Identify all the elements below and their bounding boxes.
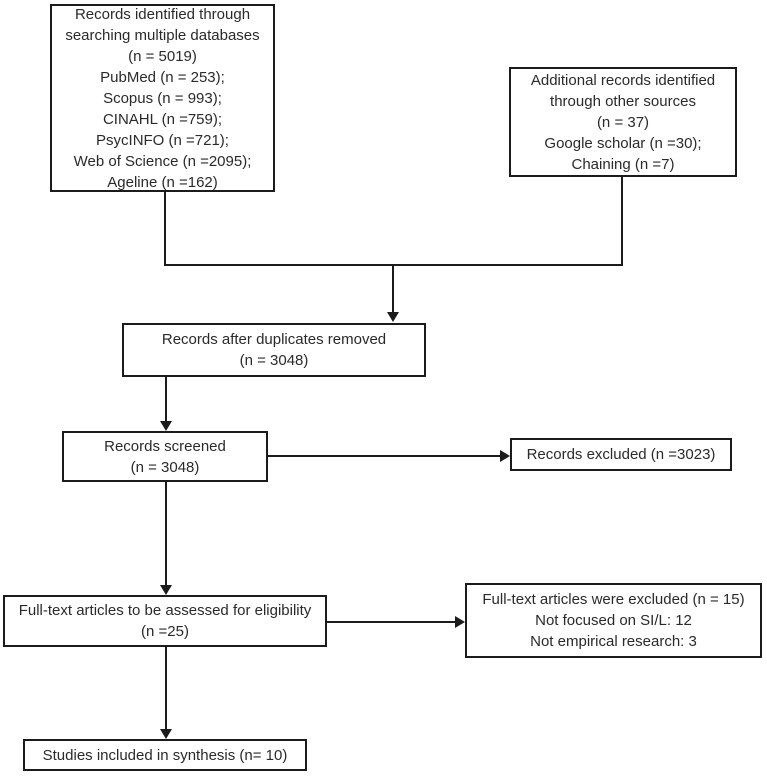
text-line: searching multiple databases (65, 26, 260, 44)
connector-identified-down (164, 192, 166, 265)
box-additional-records (509, 67, 737, 177)
text-line: Scopus (n = 993); (103, 89, 222, 107)
text-line: Full-text articles to be assessed for eligibility (18, 602, 312, 619)
text-line: (n = 5019) (128, 47, 197, 65)
arrow-screened-to-fulltext-line (165, 482, 167, 585)
text-line: Not empirical research: 3 (530, 633, 697, 650)
box-fulltext-assessed (3, 595, 327, 647)
box-duplicates-removed (122, 323, 426, 377)
text-line: Google scholar (n =30); (544, 134, 702, 152)
text-line: CINAHL (n =759); (102, 110, 223, 128)
text-line: (n = 37) (596, 113, 650, 131)
text-line: PsycINFO (n =721); (96, 131, 229, 149)
box-records-excluded (510, 438, 732, 471)
text-line: Studies included in synthesis (n= 10) (42, 746, 288, 764)
box-fulltext-excluded (465, 583, 762, 658)
connector-additional-down (621, 177, 623, 266)
arrow-screened-to-excluded-line (268, 455, 501, 457)
box-records-screened (62, 431, 268, 482)
text-line: Full-text articles were excluded (n = 15) (482, 591, 745, 608)
text-line: Records after duplicates removed (161, 331, 387, 348)
text-line: (n = 3048) (130, 458, 200, 476)
text-line: Ageline (n =162) (107, 173, 218, 191)
arrowhead-right-icon (455, 616, 465, 628)
arrow-fulltext-to-excluded-line (327, 621, 456, 623)
text-line: through other sources (550, 92, 696, 110)
text-line: Records identified through (74, 5, 251, 23)
text-line: Records excluded (n =3023) (526, 446, 716, 463)
text-line: PubMed (n = 253); (100, 68, 225, 86)
text-line: Chaining (n =7) (571, 155, 675, 173)
text-line: Not focused on SI/L: 12 (535, 612, 692, 629)
text-line: Web of Science (n =2095); (73, 152, 252, 170)
box-studies-included (23, 739, 307, 771)
text-line: (n =25) (141, 623, 189, 640)
arrow-duplicates-to-screened-line (165, 377, 167, 422)
arrowhead-down-icon (160, 729, 172, 739)
box-records-identified (50, 4, 275, 192)
text-line: Records screened (104, 437, 226, 455)
arrowhead-down-icon (160, 421, 172, 431)
text-line: (n = 3048) (239, 352, 309, 369)
arrow-fulltext-to-included-line (165, 647, 167, 729)
arrow-merge-to-duplicates-line (392, 266, 394, 313)
text-line: Additional records identified (530, 71, 716, 89)
arrowhead-down-icon (387, 312, 399, 322)
arrowhead-right-icon (500, 450, 510, 462)
arrowhead-down-icon (160, 585, 172, 595)
